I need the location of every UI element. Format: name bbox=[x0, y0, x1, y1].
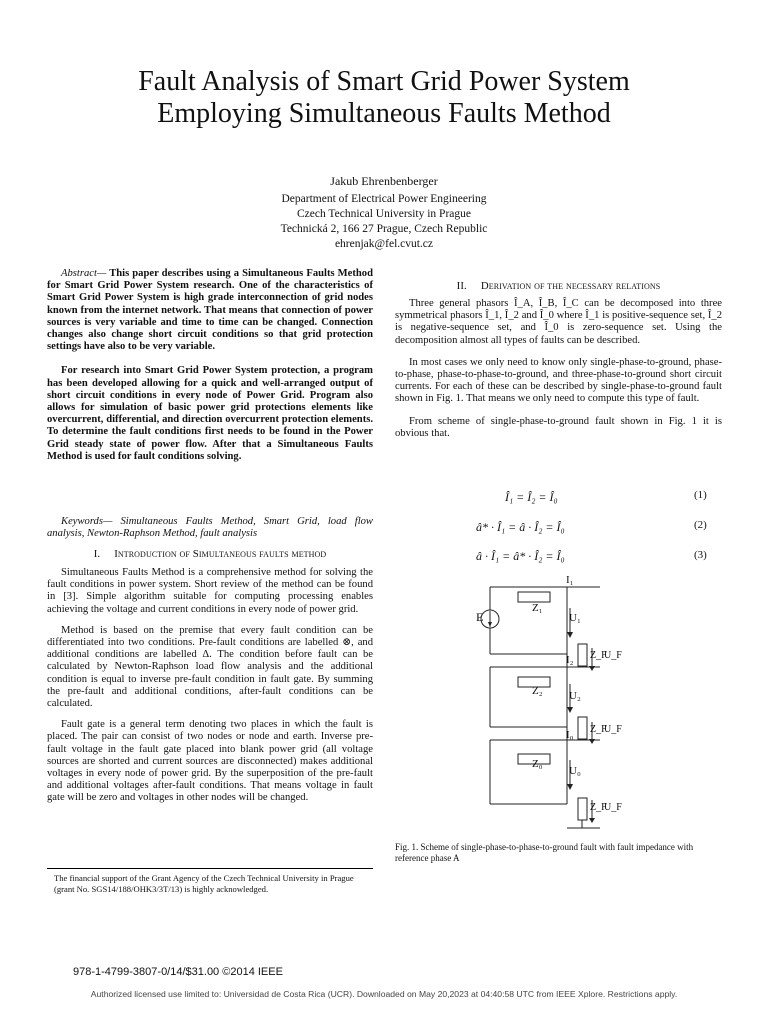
keywords-label: Keywords— bbox=[61, 516, 113, 527]
label-i2: I₂ bbox=[566, 654, 574, 666]
equation-2-number: (2) bbox=[694, 519, 707, 531]
affiliation-dept: Department of Electrical Power Engineering bbox=[281, 193, 487, 205]
keywords bbox=[47, 516, 373, 540]
abstract-p2: For research into Smart Grid Power System protection, a program has been developed allowing for a quick and well-arranged output of short circuit conditions in every node of Power Grid. Program also allows for simulation of basic power grid protections elements like overcurrent, differential, and direction overcurrent protection elements. To determine the fault conditions first needs to be found in the Power Grid steady state of power flow. After that a Simultaneous Faults Method is used for fault conditions solving. bbox=[47, 365, 373, 462]
label-zf-2: Z_F bbox=[590, 724, 607, 735]
paper-title bbox=[60, 66, 708, 130]
section-2-body bbox=[395, 298, 722, 440]
label-z1: Z₁ bbox=[532, 602, 543, 614]
abstract-label: Abstract— bbox=[61, 268, 107, 279]
section-1-p3: Fault gate is a general term denoting two places in which the fault is placed. The pair can consist of two nodes or node and earth. Inverse pre-fault voltage in the fault gate placed into blank power grid (all voltage sources are shorted and current sources are disconnected) makes additional voltages in every node of power grid. By the superposition of the pre-fault and additional voltages after-fault conditions. That means voltage in fault gate will be zero and voltages in other nodes will be changed. bbox=[47, 719, 373, 804]
section-1-heading bbox=[47, 548, 373, 560]
label-u0: U₀ bbox=[569, 765, 581, 777]
author-name: Jakub Ehrenbenberger bbox=[330, 174, 438, 188]
affiliation-address: Technická 2, 166 27 Prague, Czech Republic bbox=[280, 223, 488, 235]
author-block bbox=[160, 174, 608, 252]
equation-1-number: (1) bbox=[694, 489, 707, 501]
section-2-title: Derivation of the necessary relations bbox=[480, 280, 661, 292]
figure-1-circuit bbox=[470, 572, 630, 834]
label-uf-3: U_F bbox=[604, 802, 622, 813]
section-1-title: Introduction of Simultaneous faults method bbox=[114, 548, 327, 560]
title-line-1: Fault Analysis of Smart Grid Power System bbox=[138, 66, 630, 97]
label-u2: U₂ bbox=[569, 690, 581, 702]
label-zf-1: Z_F bbox=[590, 650, 607, 661]
label-z0: Z₀ bbox=[532, 758, 543, 770]
keywords-text: Simultaneous Faults Method, Smart Grid, load flow analysis, Newton-Raphson Method, fault analysis bbox=[47, 516, 373, 540]
abstract-p1 bbox=[47, 268, 373, 353]
footnote-rule bbox=[47, 868, 373, 869]
author-email: ehrenjak@fel.cvut.cz bbox=[334, 238, 434, 250]
equation-2: â* · Î₁ = â · Î₂ = Î₀ bbox=[476, 520, 565, 534]
section-1-p2: Method is based on the premise that every fault condition can be differentiated into two conditions. Pre-fault conditions are labelled ⊗, and additional conditions are labelled Δ. The condition before fault can be calculated by Newton-Raphson load flow analysis and the additional condition is equal to inverse pre-fault condition in fault gate. By summing the pre-fault and additional conditions, after-fault conditions can be calculated. bbox=[47, 624, 373, 710]
label-uf-2: U_F bbox=[604, 724, 622, 735]
label-uf-1: U_F bbox=[604, 650, 622, 661]
abstract bbox=[47, 268, 373, 463]
section-2-number: II. bbox=[456, 280, 467, 292]
equation-3-number: (3) bbox=[694, 549, 707, 561]
label-z2: Z₂ bbox=[532, 685, 543, 697]
equation-1: Î₁ = Î₂ = Î₀ bbox=[505, 490, 558, 504]
section-1-body bbox=[47, 567, 373, 805]
label-zf-3: Z_F bbox=[590, 802, 607, 813]
label-e: E bbox=[476, 610, 484, 624]
equation-3: â · Î₁ = â* · Î₂ = Î₀ bbox=[476, 549, 565, 563]
keywords-para bbox=[47, 516, 373, 540]
section-1-number: I. bbox=[93, 548, 101, 560]
label-i1: I₁ bbox=[566, 574, 574, 586]
section-2-heading bbox=[395, 280, 722, 292]
affiliation-university: Czech Technical University in Prague bbox=[297, 208, 471, 220]
footnote: The financial support of the Grant Agency of the Czech Technical University in Prague (grant No. SGS14/188/OHK3/3T/13) is highly acknowledged. bbox=[54, 873, 354, 894]
section-1-p1: Simultaneous Faults Method is a comprehensive method for solving the fault conditions in power system. Short review of the method can be found in [3]. Simple algorithm suitable for computing processing enables achieving the voltage and current conditions in every node of power grid. bbox=[47, 567, 373, 615]
label-i0: I₀ bbox=[566, 729, 574, 741]
title-line-2: Employing Simultaneous Faults Method bbox=[157, 98, 611, 129]
isbn-line: 978-1-4799-3807-0/14/$31.00 ©2014 IEEE bbox=[73, 966, 283, 978]
figure-1-caption: Fig. 1. Scheme of single-phase-to-phase-to-ground fault with fault impedance with reference phase A bbox=[395, 842, 694, 863]
abstract-text-1: This paper describes using a Simultaneous Faults Method for Smart Grid Power System research. One of the characteristics of Smart Grid Power System is high grade interconnection of grid nodes known from the internet network. That means that connection of power sources is very variable and time to time can be changed. Connection changes also change short circuit conditions so that grid protection settings have also to be very variable. bbox=[47, 268, 373, 353]
authorized-use-notice: Authorized licensed use limited to: Universidad de Costa Rica (UCR). Downloaded on May 20,2023 at 04:40:58 UTC from IEEE Xplore. Restrictions apply. bbox=[90, 989, 678, 999]
section-2-p2: In most cases we only need to know only single-phase-to-ground, phase-to-phase, phase-to-phase-to-ground, and three-phase-to-ground short circuit currents. For each of these can be described by single-phase-to-ground fault shown in Fig. 1. That means we only need to compute this type of fault. bbox=[395, 356, 722, 405]
section-2-p1: Three general phasors Î_A, Î_B, Î_C can be decomposed into three symmetrical phasors Î_1, Î_2 and Î_0 where Î_1 is positive-sequence set, Î_2 is negative-sequence set, and Î_0 is zero-sequence set. Using the decomposition almost all types of faults can be described. bbox=[395, 298, 722, 346]
section-2-p3: From scheme of single-phase-to-ground fault shown in Fig. 1 it is obvious that. bbox=[395, 415, 722, 439]
label-u1: U₁ bbox=[569, 612, 581, 624]
